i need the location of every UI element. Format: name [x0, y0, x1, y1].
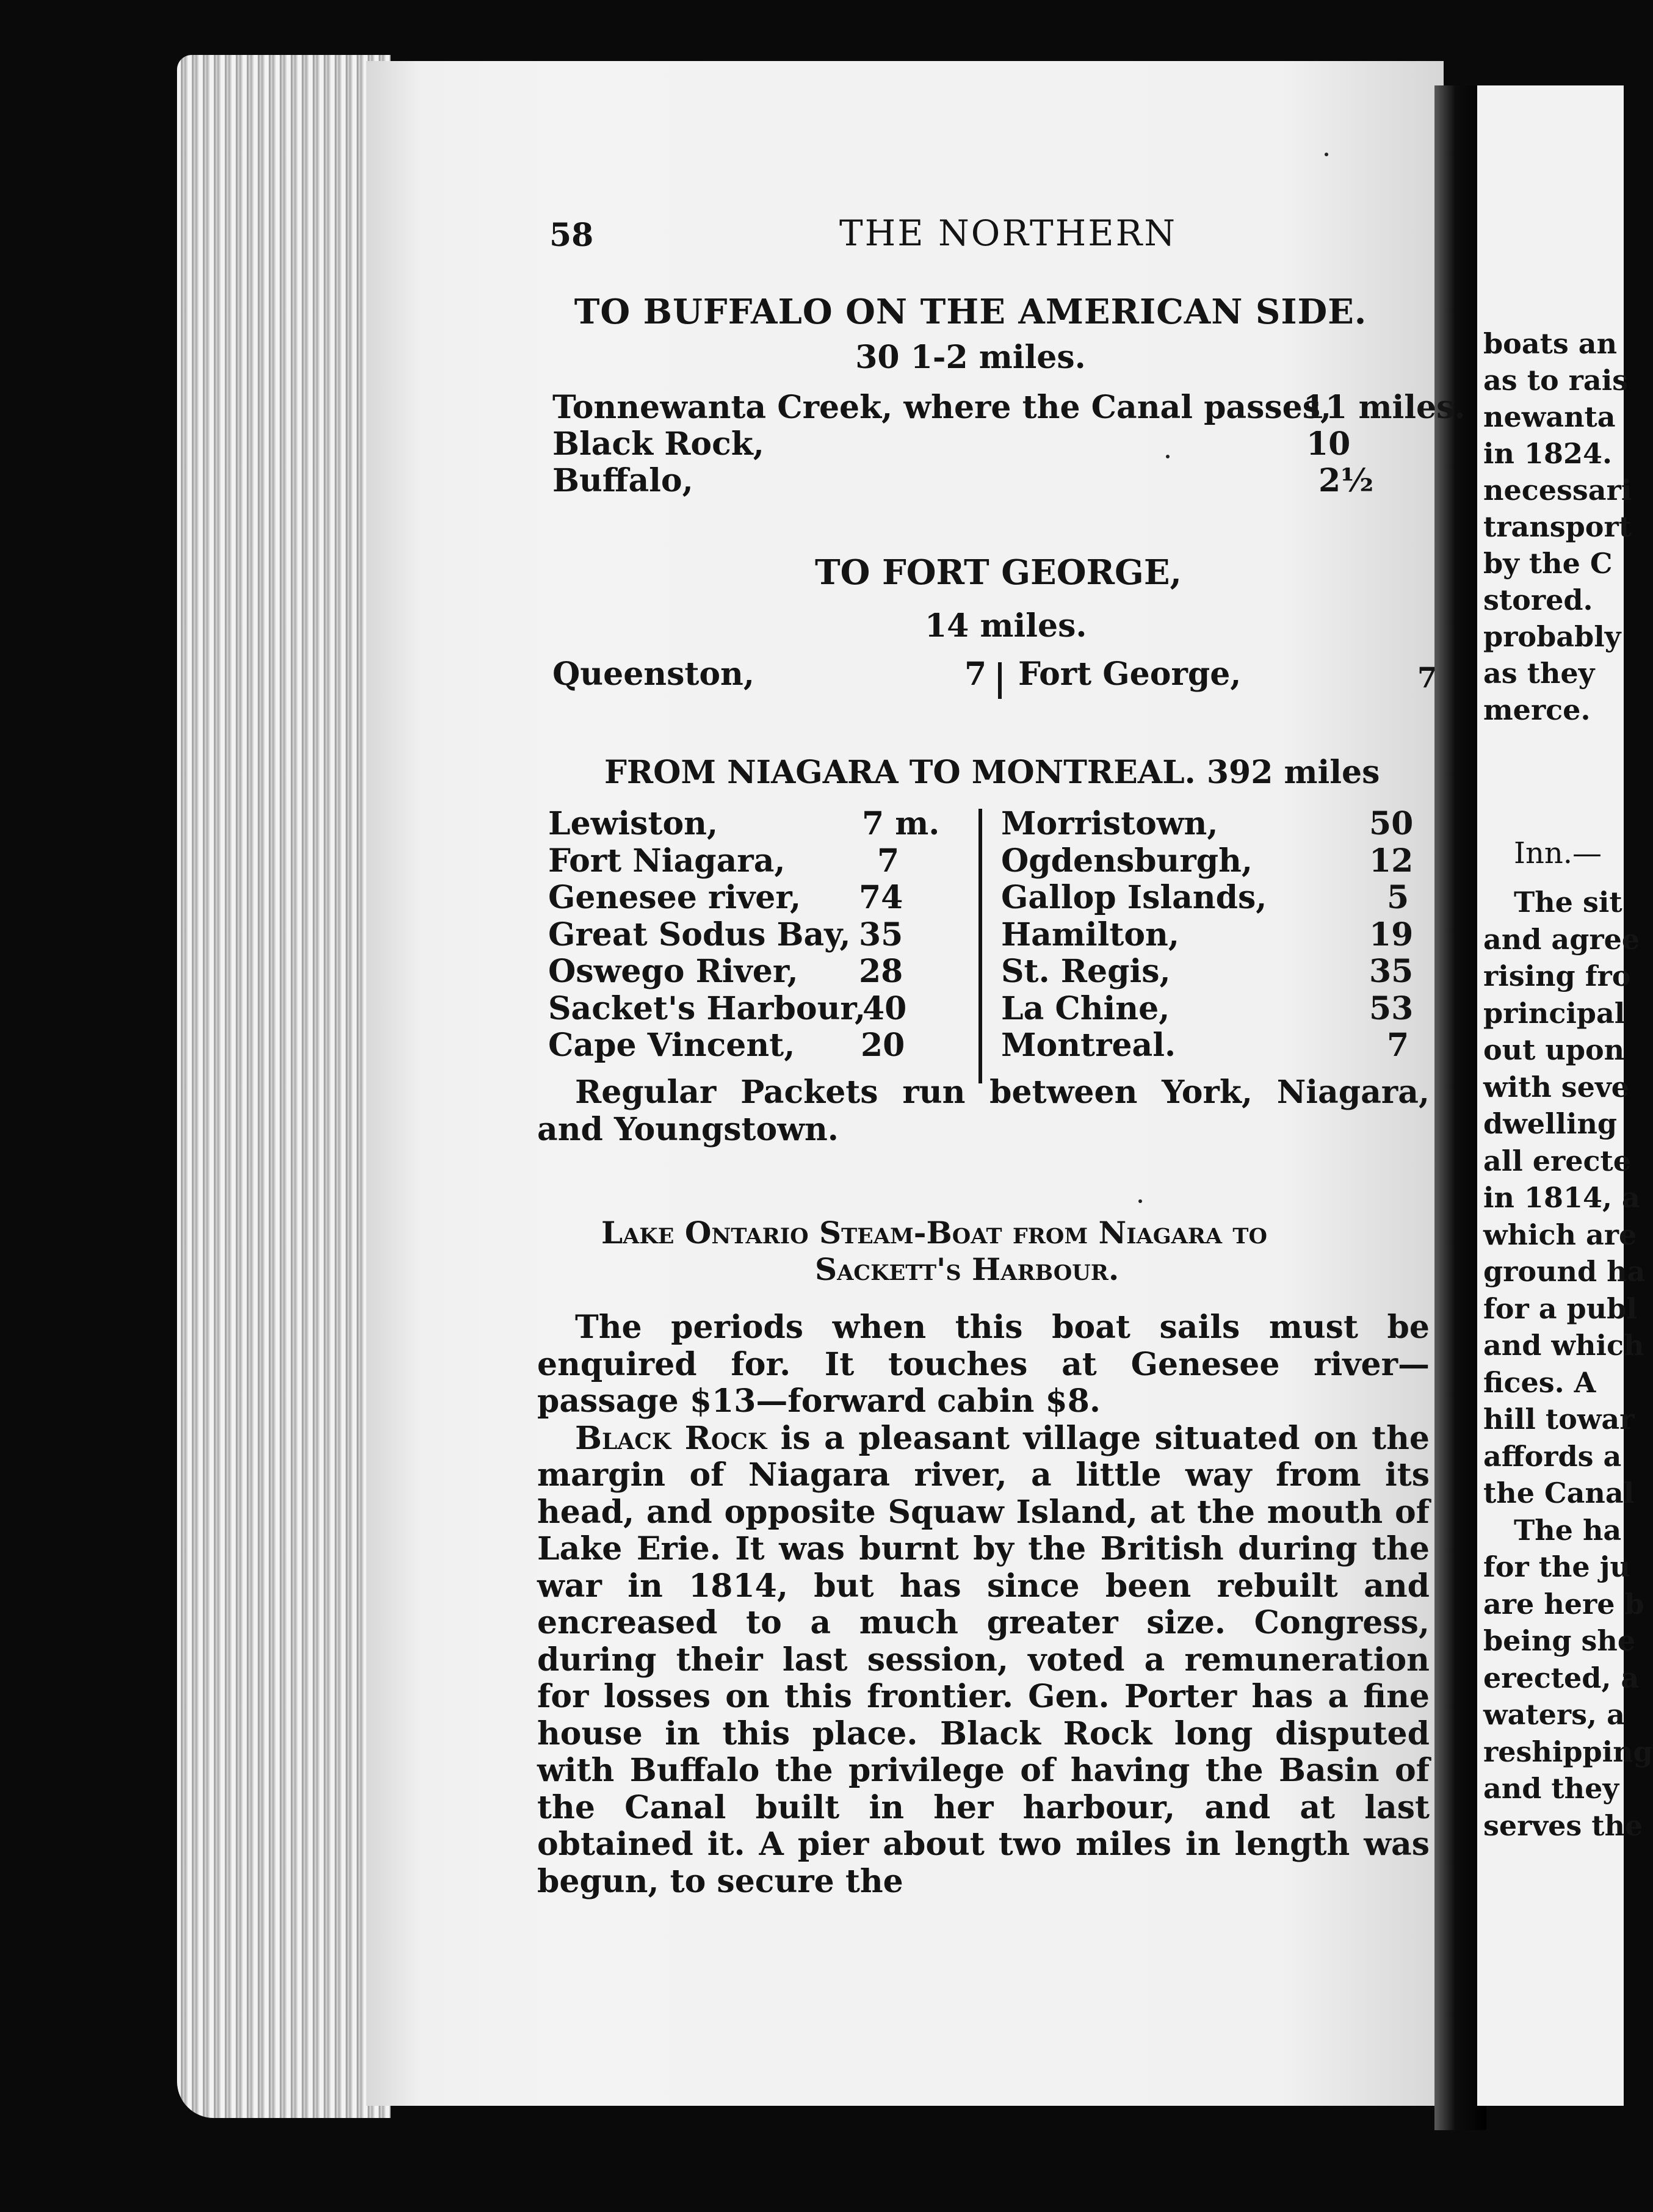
route-place: Fort Niagara, — [548, 842, 786, 880]
route-place: Black Rock, — [552, 425, 764, 463]
scan-speck — [1325, 153, 1328, 156]
route-miles: 7 — [1417, 661, 1438, 694]
facing-line: transport — [1483, 510, 1632, 543]
route-place: Cape Vincent, — [548, 1027, 795, 1064]
route-miles: 40 — [863, 989, 907, 1027]
facing-line: affords a — [1483, 1439, 1622, 1473]
facing-line: erected, a — [1483, 1661, 1640, 1694]
route-miles: 20 — [861, 1027, 905, 1064]
route-place: Morristown, — [1001, 805, 1218, 842]
route-place: Queenston, — [552, 656, 754, 693]
facing-line: by the C — [1483, 547, 1613, 580]
section-title-montreal: FROM NIAGARA TO MONTREAL. 392 miles — [604, 754, 1380, 791]
route-miles: 2½ — [1318, 462, 1374, 499]
section-distance-fort-george: 14 miles. — [925, 607, 1087, 645]
packets-note — [537, 1074, 1430, 1148]
route-miles: 53 — [1369, 989, 1414, 1027]
route-miles: 35 — [859, 916, 903, 953]
facing-line: probably — [1483, 620, 1621, 653]
scan-speck — [1138, 1199, 1142, 1203]
route-place: Tonnewanta Creek, where the Canal passes, — [552, 389, 1332, 426]
facing-line: out upon — [1483, 1033, 1625, 1066]
page-edges — [177, 55, 391, 2118]
facing-line: rising fro — [1483, 960, 1631, 992]
facing-line: The ha — [1514, 1513, 1622, 1547]
route-miles: 50 — [1369, 805, 1414, 842]
facing-line: and agree — [1483, 922, 1640, 956]
facing-line: as they — [1483, 657, 1595, 690]
paragraph-steamboat: The periods when this boat sails must be enquired for. It touches at Genesee river—passage $13—forward cabin $8. — [537, 1309, 1430, 1420]
black-rock-lead: Black Rock — [575, 1419, 767, 1457]
route-miles: 28 — [859, 953, 903, 990]
facing-line: merce. — [1483, 693, 1591, 726]
facing-line: stored. — [1483, 584, 1593, 616]
facing-line: being she — [1483, 1624, 1636, 1657]
route-miles: 74 — [859, 879, 903, 916]
route-miles: 10 — [1306, 425, 1351, 463]
route-place: Hamilton, — [1001, 916, 1179, 953]
route-place: Oswego River, — [548, 953, 798, 990]
facing-page — [1477, 85, 1653, 2106]
route-place: La Chine, — [1001, 989, 1170, 1027]
facing-line: in 1814, a — [1483, 1181, 1640, 1214]
page-number: 58 — [549, 217, 594, 254]
column-divider — [978, 809, 982, 1083]
facing-line: for a publ — [1483, 1292, 1637, 1325]
steamboat-heading-line2: Sackett's Harbour. — [815, 1251, 1119, 1287]
facing-line: fices. A — [1483, 1365, 1596, 1399]
section-title-fort-george: TO FORT GEORGE, — [815, 552, 1182, 593]
route-place: Lewiston, — [548, 805, 718, 842]
paragraph-black-rock — [537, 1420, 1430, 1901]
facing-line: reshipping — [1483, 1735, 1653, 1768]
route-place: Montreal. — [1001, 1027, 1176, 1064]
facing-line: waters, a — [1483, 1698, 1625, 1731]
facing-line: boats an — [1483, 327, 1618, 360]
route-place: Buffalo, — [552, 462, 693, 499]
running-head: THE NORTHERN — [839, 212, 1177, 254]
route-miles: 7 — [964, 656, 987, 693]
facing-line: newanta — [1483, 400, 1616, 433]
facing-line: in 1824. — [1483, 437, 1612, 470]
route-place: Ogdensburgh, — [1001, 842, 1253, 880]
facing-line: Inn.— — [1514, 836, 1602, 870]
facing-line: hill towar — [1483, 1403, 1635, 1436]
route-place: Gallop Islands, — [1001, 879, 1267, 916]
facing-line: all erecte — [1483, 1144, 1632, 1177]
route-miles: 7 — [1387, 1027, 1409, 1064]
section-title-buffalo: TO BUFFALO ON THE AMERICAN SIDE. — [574, 292, 1367, 332]
facing-line: necessari — [1483, 474, 1632, 507]
black-rock-text: is a pleasant village situated on the margin of Niagara river, a little way from its head, and opposite Squaw Island, at the mouth of Lake Erie. It was burnt by the British during the war in 1814, but has since been rebuilt and encreased to a much greater size. Congress, during their last session, voted a remuneration for losses on this frontier. Gen. Porter has a fine house in this place. Black Rock long disputed with Buffalo the privilege of having the Basin of the Canal built in her harbour, and at last obtained it. A pier about two miles in length was begun, to secure the — [537, 1419, 1430, 1900]
facing-line: The sit — [1514, 886, 1622, 919]
facing-line: as to rais — [1483, 364, 1629, 397]
facing-line: ground ha — [1483, 1255, 1646, 1288]
route-place: Great Sodus Bay, — [548, 916, 851, 953]
column-divider — [998, 662, 1002, 699]
facing-line: which are — [1483, 1218, 1637, 1251]
facing-line: with seve — [1483, 1070, 1629, 1104]
facing-line: principal — [1483, 996, 1626, 1030]
route-miles: 7 m. — [862, 805, 940, 842]
facing-line: are here b — [1483, 1587, 1644, 1621]
facing-line: serves the — [1483, 1809, 1643, 1842]
route-place: Genesee river, — [548, 879, 801, 916]
facing-line: dwelling — [1483, 1107, 1618, 1140]
route-place: Fort George, — [1018, 656, 1242, 693]
route-miles: 11 miles. — [1303, 389, 1466, 426]
route-miles: 35 — [1369, 953, 1414, 990]
facing-line: the Canal — [1483, 1476, 1635, 1509]
scan-speck — [1166, 455, 1170, 458]
route-miles: 12 — [1369, 842, 1414, 880]
section-distance-buffalo: 30 1-2 miles. — [855, 339, 1086, 376]
route-place: St. Regis, — [1001, 953, 1171, 990]
route-place: Sacket's Harbour, — [548, 989, 866, 1027]
facing-line: and which — [1483, 1329, 1644, 1362]
route-miles: 19 — [1369, 916, 1414, 953]
facing-line: and they — [1483, 1772, 1619, 1805]
route-miles: 7 — [877, 842, 900, 880]
route-miles: 5 — [1387, 879, 1409, 916]
body-text — [537, 1309, 1430, 1900]
facing-line: for the ju — [1483, 1550, 1630, 1583]
packets-note-text: Regular Packets run between York, Niagara, and Youngstown. — [537, 1074, 1430, 1148]
steamboat-heading-line1: Lake Ontario Steam-Boat from Niagara to — [601, 1215, 1267, 1251]
